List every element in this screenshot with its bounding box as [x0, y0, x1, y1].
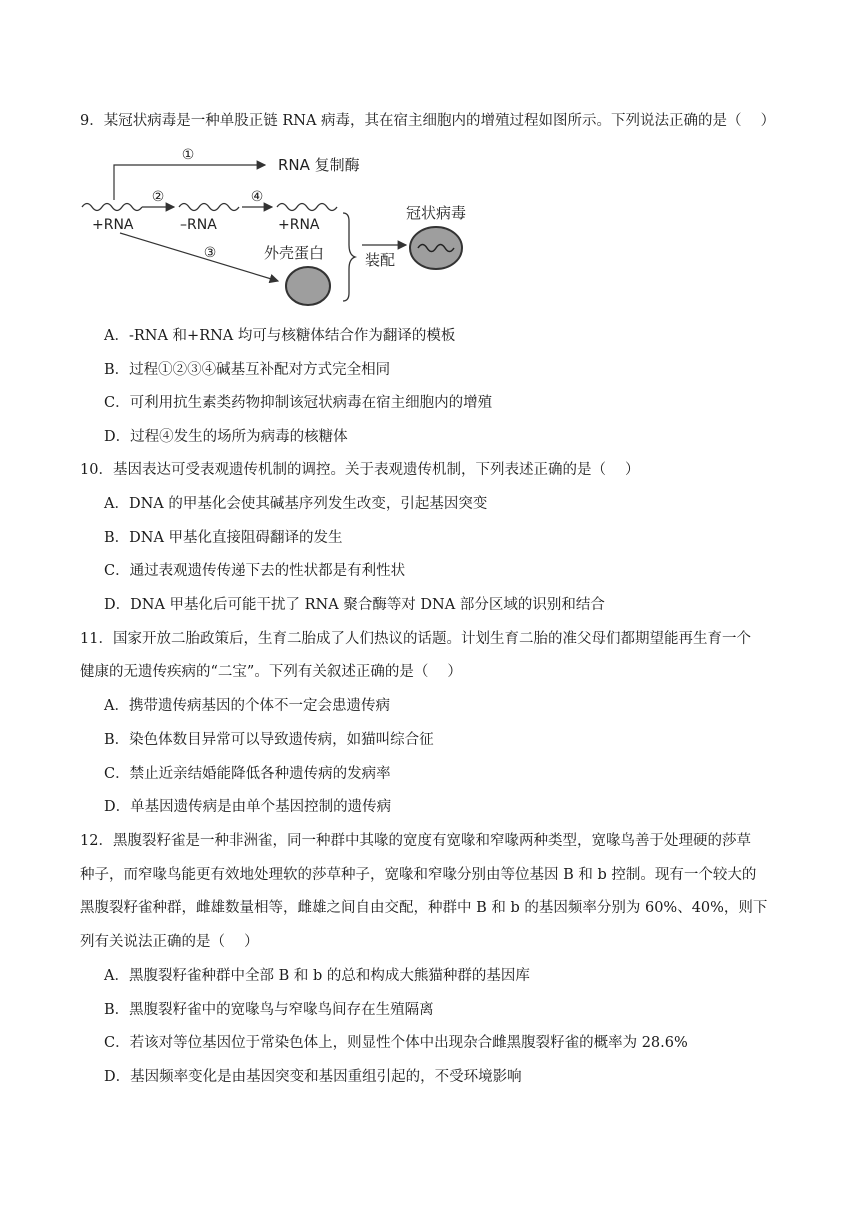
q9-stem: 9．某冠状病毒是一种单股正链 RNA 病毒，其在宿主细胞内的增殖过程如图所示。下列说法正确的是（ ） — [80, 113, 776, 129]
q12-option-c: C．若该对等位基因位于常染色体上，则显性个体中出现杂合雌黑腹裂籽雀的概率为 28.6% — [104, 1035, 688, 1051]
q12-stem-line2: 种子，而窄喙鸟能更有效地处理软的莎草种子，宽喙和窄喙分别由等位基因 B 和 b 控制。现有一个较大的 — [80, 867, 757, 883]
plus-rna-label-2: +RNA — [278, 217, 320, 233]
q10-option-d: D．DNA 甲基化后可能干扰了 RNA 聚合酶等对 DNA 部分区域的识别和结合 — [104, 597, 605, 613]
q9-option-a: A．-RNA 和+RNA 均可与核糖体结合作为翻译的模板 — [104, 328, 456, 344]
q12-stem-line3: 黑腹裂籽雀种群，雌雄数量相等，雌雄之间自由交配，种群中 B 和 b 的基因频率分别为 60%、40%，则下 — [80, 900, 768, 916]
q12-option-a: A．黑腹裂籽雀种群中全部 B 和 b 的总和构成大熊猫种群的基因库 — [104, 968, 530, 984]
q10-option-c: C．通过表观遗传传递下去的性状都是有利性状 — [104, 563, 406, 579]
q12-stem-line1: 12．黑腹裂籽雀是一种非洲雀，同一种群中其喙的宽度有宽喙和窄喙两种类型，宽喙鸟善于处理硬的莎草 — [80, 833, 751, 849]
virus-replication-diagram — [80, 143, 480, 313]
q11-option-a: A．携带遗传病基因的个体不一定会患遗传病 — [104, 698, 390, 714]
q12-stem-line4: 列有关说法正确的是（ ） — [80, 934, 259, 950]
minus-rna-strand — [179, 204, 239, 211]
capsid-protein-label: 外壳蛋白 — [264, 244, 325, 262]
q11-option-b: B．染色体数目异常可以导致遗传病，如猫叫综合征 — [104, 732, 434, 748]
step2-label: ② — [151, 189, 165, 205]
q12-option-d: D．基因频率变化是由基因突变和基因重组引起的，不受环境影响 — [104, 1069, 522, 1085]
q9-option-d: D．过程④发生的场所为病毒的核糖体 — [104, 429, 348, 445]
step3-label: ③ — [203, 245, 217, 261]
q10-option-a: A．DNA 的甲基化会使其碱基序列发生改变，引起基因突变 — [104, 496, 488, 512]
q11-option-d: D．单基因遗传病是由单个基因控制的遗传病 — [104, 799, 392, 815]
arrow-step3 — [120, 233, 278, 281]
assembly-brace — [343, 213, 355, 301]
coronavirus-label: 冠状病毒 — [406, 204, 467, 222]
plus-rna-strand-1 — [82, 204, 142, 211]
arrow-step1 — [114, 165, 265, 200]
q9-option-c: C．可利用抗生素类药物抑制该冠状病毒在宿主细胞内的增殖 — [104, 395, 493, 411]
q11-stem-line2: 健康的无遗传疾病的“二宝”。下列有关叙述正确的是（ ） — [80, 664, 462, 680]
capsid-protein-shape — [286, 267, 330, 305]
q9-option-b: B．过程①②③④碱基互补配对方式完全相同 — [104, 362, 391, 378]
step1-label: ① — [181, 147, 195, 163]
q12-option-b: B．黑腹裂籽雀中的宽喙鸟与窄喙鸟间存在生殖隔离 — [104, 1002, 434, 1018]
q10-stem: 10．基因表达可受表观遗传机制的调控。关于表观遗传机制，下列表述正确的是（ ） — [80, 462, 640, 478]
plus-rna-label-1: +RNA — [92, 217, 134, 233]
plus-rna-strand-2 — [277, 204, 337, 211]
rna-polymerase-label: RNA 复制酶 — [278, 156, 360, 174]
q11-option-c: C．禁止近亲结婚能降低各种遗传病的发病率 — [104, 766, 391, 782]
q11-stem-line1: 11．国家开放二胎政策后，生育二胎成了人们热议的话题。计划生育二胎的准父母们都期望能再生育一个 — [80, 631, 751, 647]
minus-rna-label: –RNA — [180, 217, 217, 233]
assembly-label: 装配 — [365, 251, 396, 269]
q10-option-b: B．DNA 甲基化直接阻碍翻译的发生 — [104, 530, 343, 546]
step4-label: ④ — [250, 189, 264, 205]
